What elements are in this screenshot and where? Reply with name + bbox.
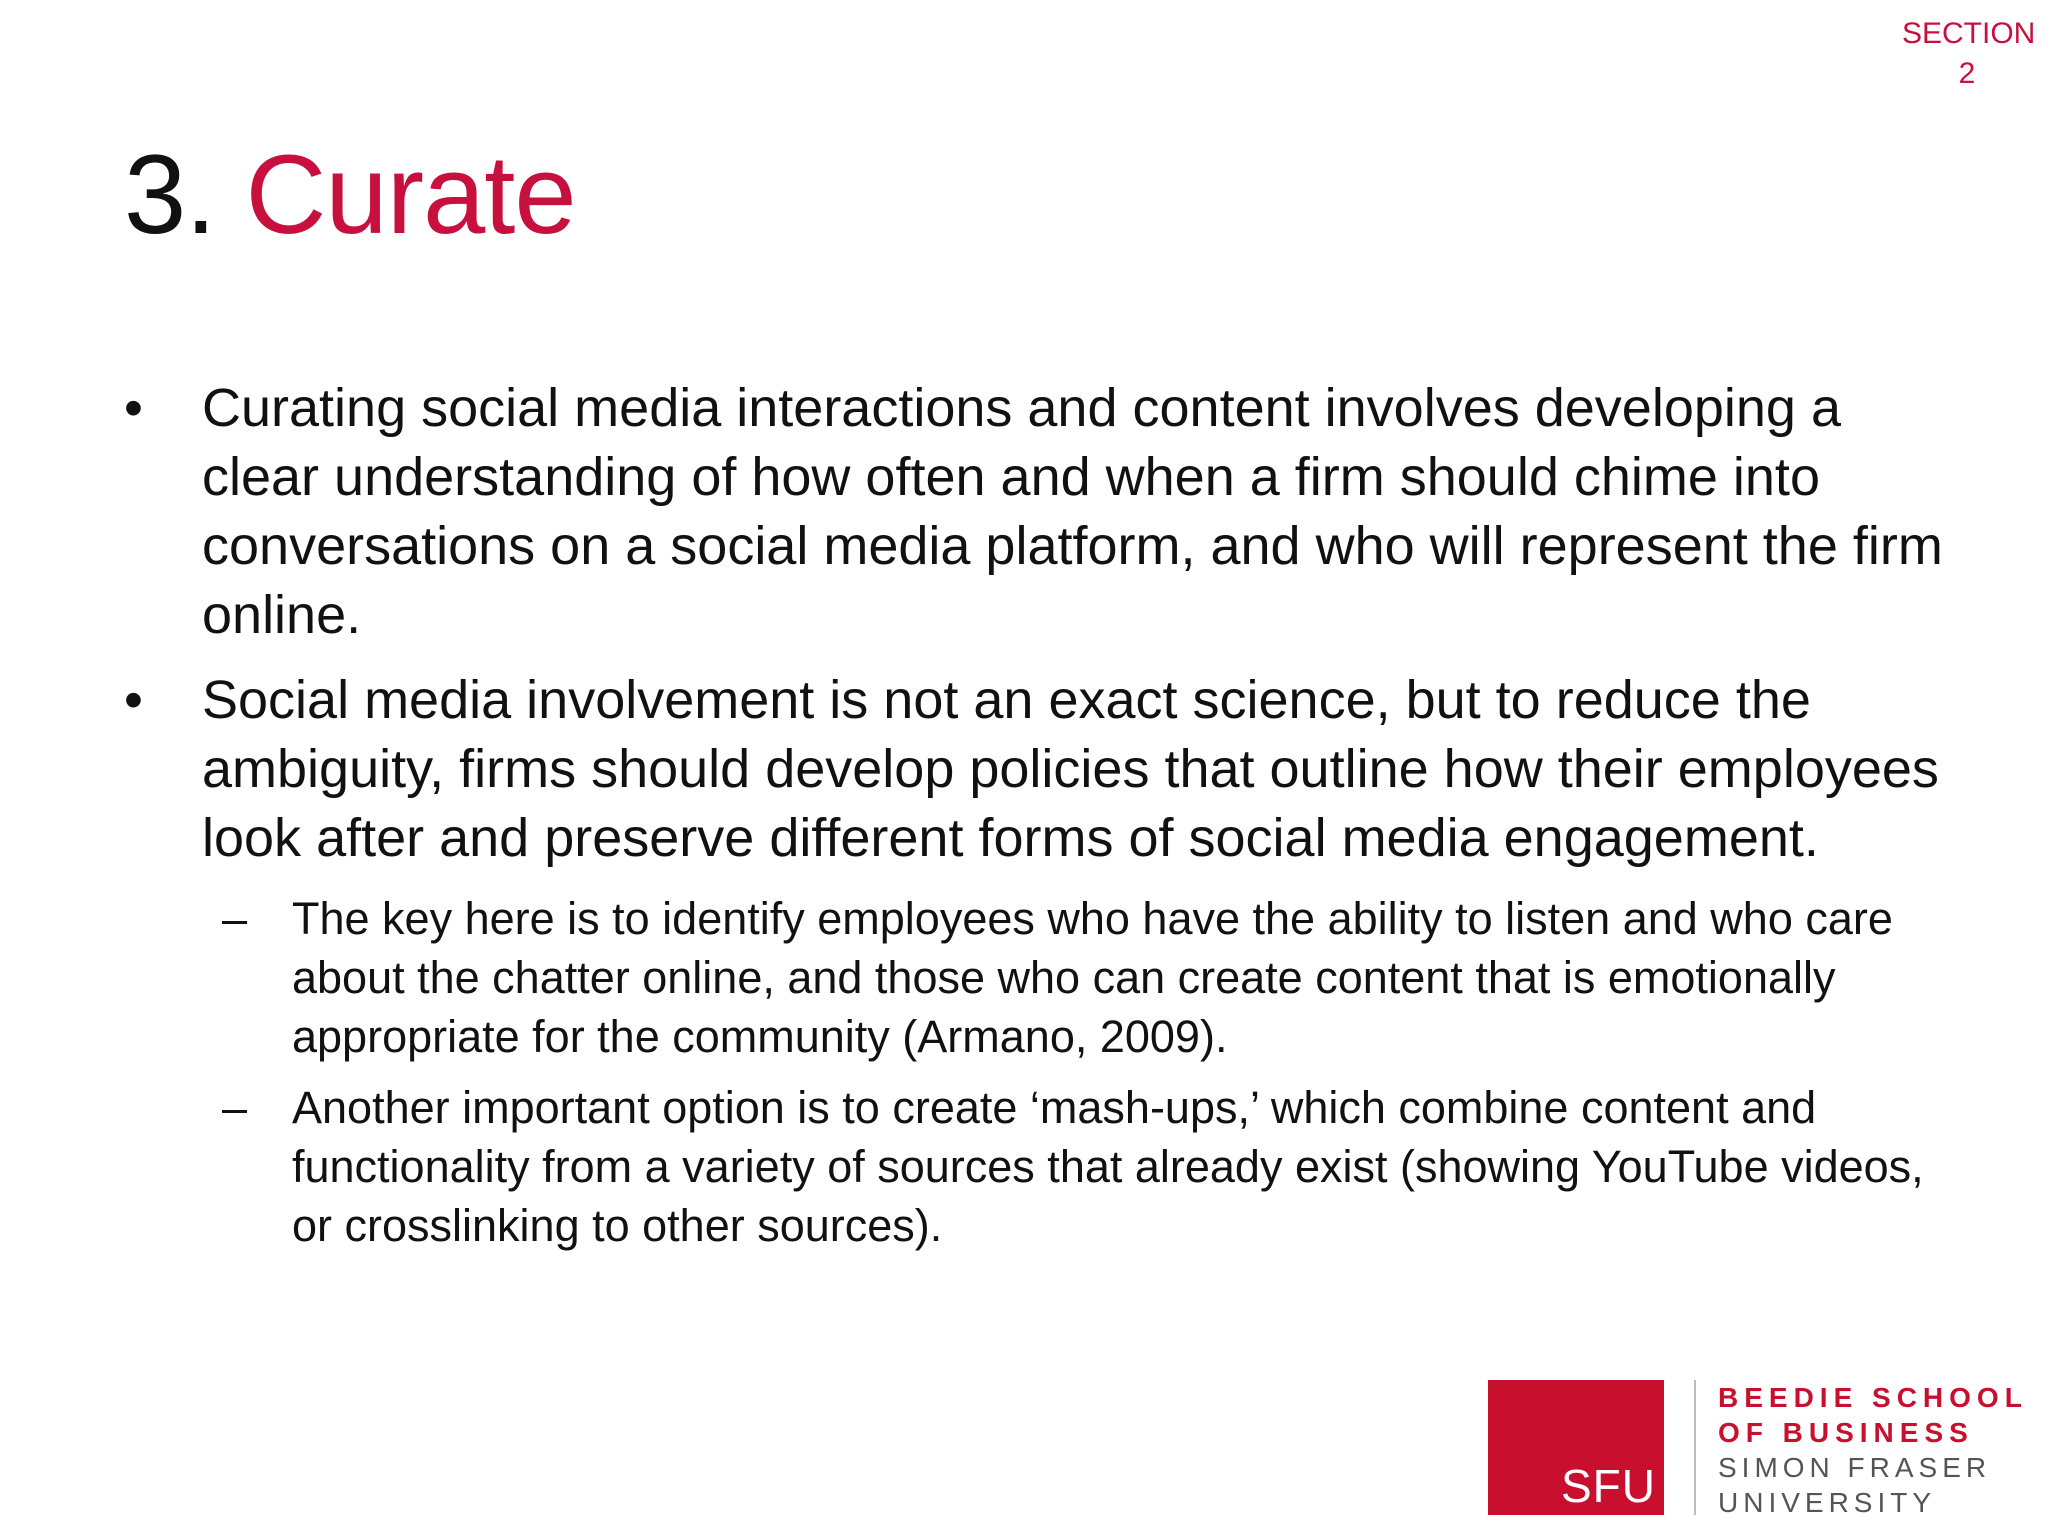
title-number: 3. [124,132,216,257]
bullet-text: Curating social media interactions and content involves developing a clear understanding of how often and when a firm should chime into conversations on a social media platform, and who will represent the firm online. [202,378,1943,645]
beedie-sfu-logo [1488,1380,2028,1520]
sub-bullet-marker: – [222,1082,248,1133]
logo-line-simon-fraser: SIMON FRASER [1718,1452,1992,1483]
slide-body [124,374,1964,1267]
sfu-logo-mark [1488,1380,1664,1515]
bullet-item [124,666,1964,873]
title-word: Curate [245,132,576,257]
bullet-text: Social media involvement is not an exact science, but to reduce the ambiguity, firms should develop policies that outline how their employees look after and preserve different forms of social media engagement. [202,670,1939,868]
section-number: 2 [1958,57,1976,90]
bullet-item [124,374,1964,650]
sub-bullet-text: Another important option is to create ‘mash-ups,’ which combine content and functionality from a variety of sources that already exist (showing YouTube videos, or crosslinking to other sources). [292,1082,1924,1251]
logo-line-university: UNIVERSITY [1718,1487,1937,1518]
bullet-marker: • [124,670,143,730]
logo-divider [1694,1380,1696,1515]
bullet-marker: • [124,378,143,438]
logo-line-school: BEEDIE SCHOOL [1718,1382,2028,1413]
slide-title [124,130,576,260]
logo-wordmark [1718,1380,2028,1520]
logo-line-business: OF BUSINESS [1718,1417,1974,1448]
section-indicator [1902,14,2036,94]
section-label: SECTION [1902,17,2036,50]
sub-bullet-item [124,1078,1964,1255]
sub-bullet-marker: – [222,893,248,944]
sfu-logo-text: SFU [1561,1460,1656,1512]
sub-bullet-text: The key here is to identify employees who have the ability to listen and who care about the chatter online, and those who can create content that is emotionally appropriate for the community (Armano, 2009). [292,893,1893,1062]
sub-bullet-item [124,889,1964,1066]
